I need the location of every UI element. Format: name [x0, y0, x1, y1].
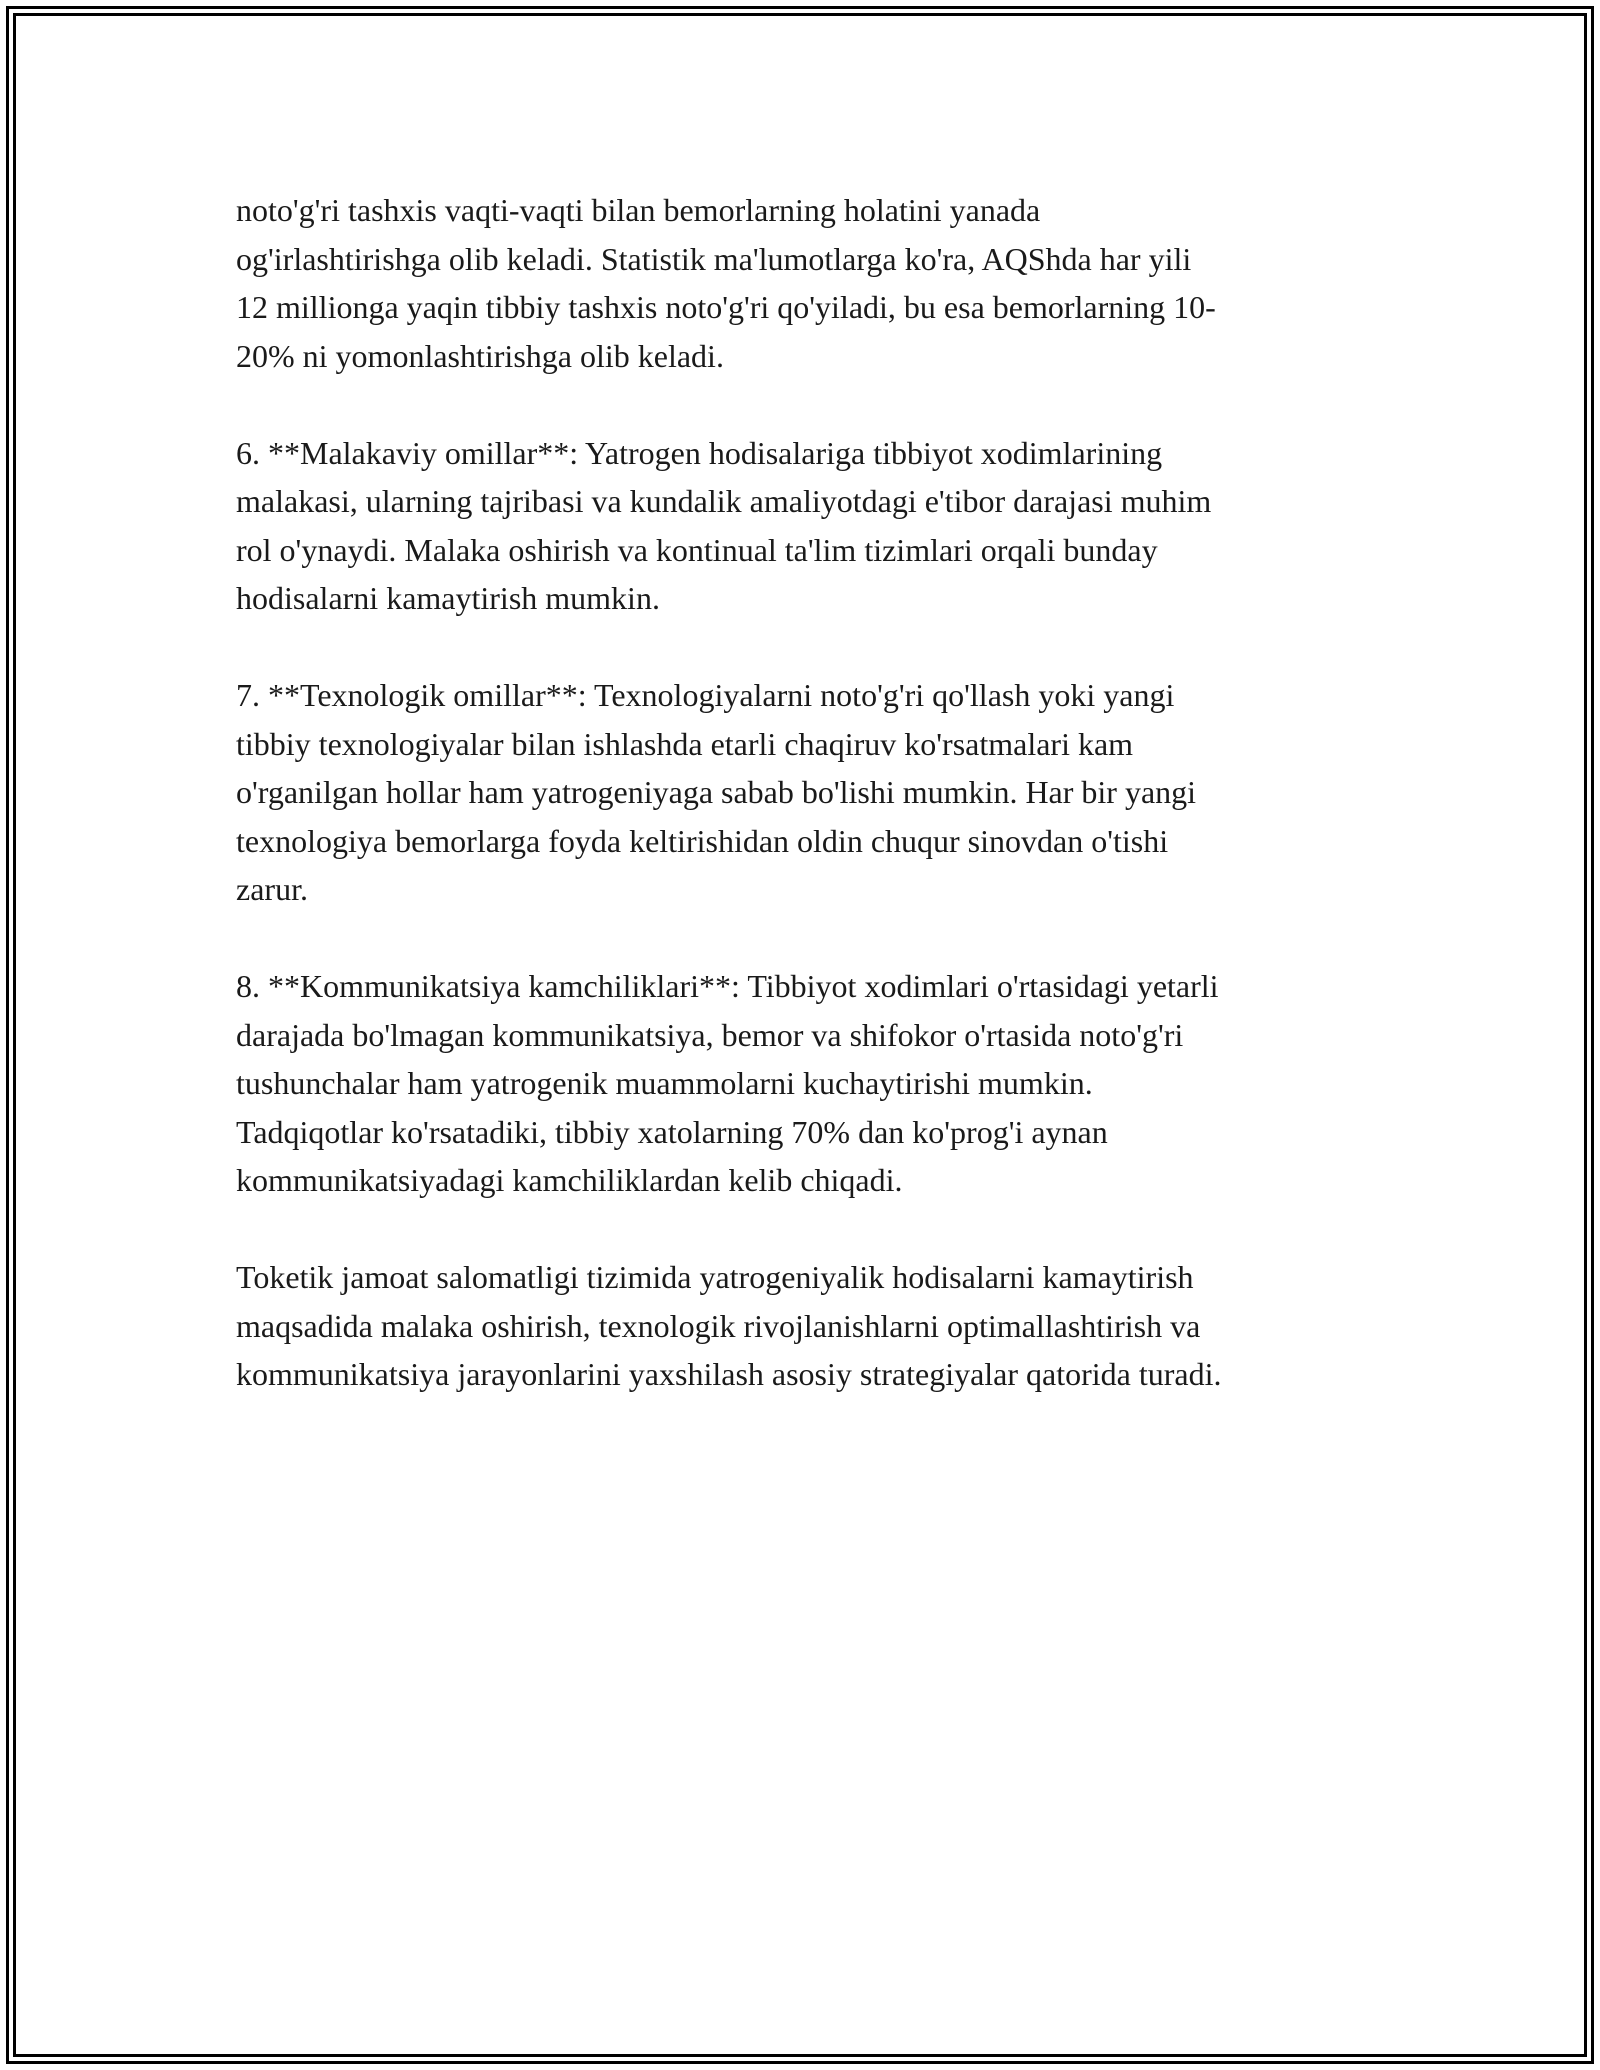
paragraph-technological-factors: 7. **Texnologik omillar**: Texnologiyalarni noto'g'ri qo'llash yoki yangi tibbiy texnologiyalar bilan ishlashda etarli chaqiruv ko'rsatmalari kam o'rganilgan hollar ham yatrogeniyaga sabab bo'lishi mumkin. Har bir yangi texnologiya bemorlarga foyda keltirishidan oldin chuqur sinovdan o'tishi zarur.: [236, 677, 1197, 907]
paragraph-qualification-factors: 6. **Malakaviy omillar**: Yatrogen hodisalariga tibbiyot xodimlarining malakasi, ularning tajribasi va kundalik amaliyotdagi e'tibor darajasi muhim rol o'ynaydi. Malaka oshirish va kontinual ta'lim tizimlari orqali bunday hodisalarni kamaytirish mumkin.: [236, 434, 1212, 616]
paragraph-communication-shortcomings: 8. **Kommunikatsiya kamchiliklari**: Tibbiyot xodimlari o'rtasidagi yetarli darajada bo'lmagan kommunikatsiya, bemor va shifokor o'rtasida noto'g'ri tushunchalar ham yatrogenik muammolarni kuchaytirishi mumkin. Tadqiqotlar ko'rsatadiki, tibbiy xatolarning 70% dan ko'prog'i aynan kommunikatsiyadagi kamchiliklardan kelib chiqadi.: [236, 968, 1219, 1198]
paragraph-diagnosis-continuation: noto'g'ri tashxis vaqti-vaqti bilan bemorlarning holatini yanada og'irlashtirishga olib keladi. Statistik ma'lumotlarga ko'ra, AQShda har yili 12 millionga yaqin tibbiy tashxis noto'g'ri qo'yiladi, bu esa bemorlarning 10- 20% ni yomonlashtirishga olib keladi.: [236, 192, 1216, 374]
paragraph-conclusion: Toketik jamoat salomatligi tizimida yatrogeniyalik hodisalarni kamaytirish maqsadida malaka oshirish, texnologik rivojlanishlarni optimallashtirish va kommunikatsiya jarayonlarini yaxshilash asosiy strategiyalar qatorida turadi.: [236, 1259, 1222, 1392]
document-body: [236, 186, 1376, 1399]
